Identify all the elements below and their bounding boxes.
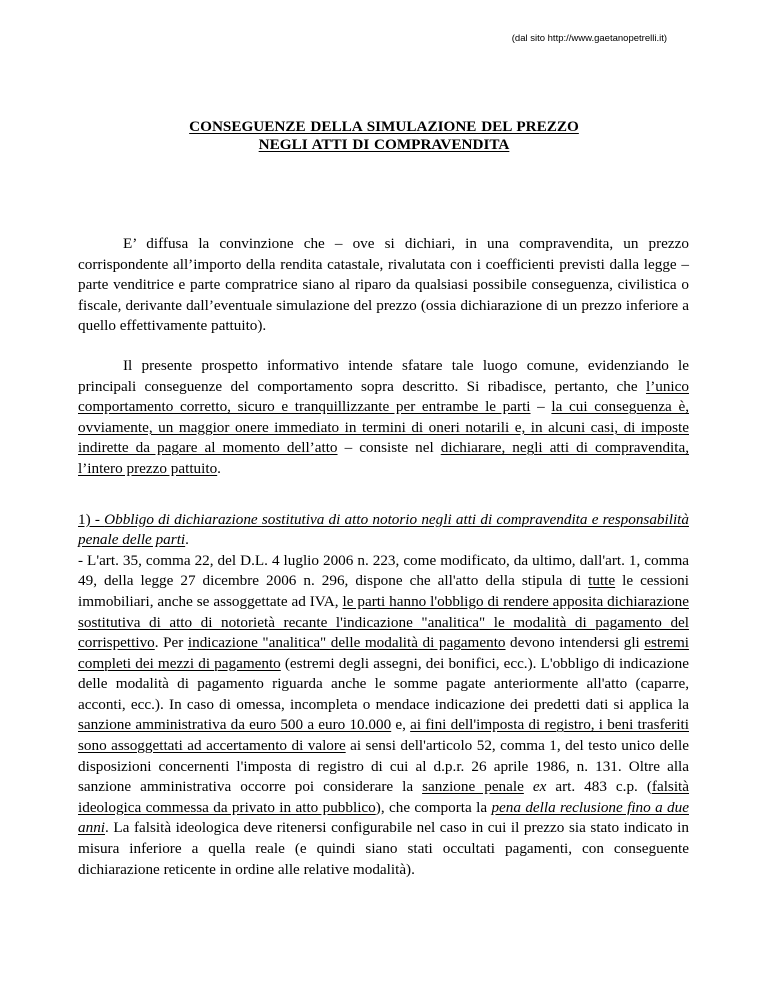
text-run: ai sensi dell'articolo 52, comma 1, del testo unico delle disposizioni concernenti l'imposta di registro di cui al d.p.r. 26 aprile 1986, n. 131. Oltre alla sanzione amministrativa occorre poi considerare la: [78, 737, 689, 796]
underlined-run: sanzione penale: [422, 778, 524, 796]
underlined-run: tutte: [588, 572, 616, 590]
underlined-run: indicazione "analitica" delle modalità di pagamento: [187, 634, 506, 652]
text-run: devono intendersi gli: [505, 634, 645, 652]
underlined-run: la cui conseguenza è, ovviamente, un maggior onere immediato in termini di oneri notarili e, in alcuni casi, di imposte indirette da pagare al momento dell’atto: [78, 398, 689, 457]
section-1-heading: [78, 510, 689, 551]
text-run: Il presente prospetto informativo intende sfatare tale luogo comune, evidenziando le principali conseguenze del comportamento sopra descritto. Si ribadisce, pertanto, che: [78, 356, 689, 395]
paragraph-intro: E’ diffusa la convinzione che – ove si dichiari, in una compravendita, un prezzo corrispondente all’importo della rendita catastale, rivalutata con i coefficienti previsti dalla legge – parte venditrice e parte compratrice siano al riparo da qualsiasi possibile conseguenza, civilistica o fiscale, derivante dall’eventuale simulazione del prezzo (ossia dichiarazione di un prezzo inferiore a quello effettivamente pattuito).: [78, 235, 689, 335]
title-line-2: NEGLI ATTI DI COMPRAVENDITA: [258, 136, 510, 153]
text-run: .: [185, 531, 189, 549]
text-run: . La falsità ideologica deve ritenersi configurabile nel caso in cui il prezzo sia stato indicato in misura inferiore a quella reale (e quindi siano stati occultati pagamenti, con conseguente dichiarazione reticente in ordine alle relative modalità).: [78, 819, 689, 878]
text-run: ), che comporta la: [375, 798, 492, 816]
underlined-run: le parti hanno l'obbligo di rendere apposita dichiarazione sostitutiva di atto di notorietà recante l'indicazione "analitica" le modalità di pagamento del corrispettivo: [78, 592, 689, 652]
text-run: . Per: [154, 634, 188, 652]
underlined-run: falsità ideologica commessa da privato in atto pubblico: [78, 778, 690, 816]
section-1-body: [78, 551, 689, 881]
underlined-run: sanzione amministrativa da euro 500 a euro 10.000: [78, 716, 392, 734]
text-run: –: [530, 398, 552, 416]
italic-underlined-run: pena della reclusione fino a due anni: [78, 798, 689, 837]
text-run: (estremi degli assegni, dei bonifici, ecc.). L'obbligo di indicazione delle modalità di pagamento riguarda anche le somme pagate anteriormente all'atto (caparre, acconti, ecc.). In caso di omessa, incompleta o mendace indicazione dei predetti dati si applica la: [78, 654, 689, 713]
text-run: art. 483 c.p. (: [546, 778, 652, 796]
title-line-1: CONSEGUENZE DELLA SIMULAZIONE DEL PREZZO: [189, 118, 579, 135]
section-number: 1) -: [78, 510, 105, 528]
underlined-run: dichiarare, negli atti di compravendita, l’intero prezzo pattuito: [78, 439, 690, 477]
underlined-run: estremi completi dei mezzi di pagamento: [78, 634, 689, 672]
document-title: [0, 118, 768, 154]
text-run: .: [217, 459, 221, 477]
text-run: – consiste nel: [337, 439, 441, 457]
text-run: e,: [391, 716, 411, 734]
underlined-run: ai fini dell'imposta di registro, i beni trasferiti sono assoggettati ad accertamento di valore: [78, 716, 689, 755]
italic-run: ex: [532, 778, 547, 796]
underlined-run: l’unico comportamento corretto, sicuro e tranquillizzante per entrambe le parti: [78, 377, 689, 416]
text-run: - L'art. 35, comma 22, del D.L. 4 luglio 2006 n. 223, come modificato, da ultimo, dall'art. 1, comma 49, della legge 27 dicembre 2006 n. 296, dispone che all'atto della stipula di: [78, 551, 689, 590]
source-note: (dal sito http://www.gaetanopetrelli.it): [511, 33, 667, 44]
text-run: [524, 778, 533, 795]
document-body: [78, 234, 689, 880]
section-heading-text: Obbligo di dichiarazione sostitutiva di atto notorio negli atti di compravendita e responsabilità penale delle parti: [78, 510, 689, 549]
paragraph-purpose: [78, 356, 689, 480]
text-run: le cessioni immobiliari, anche se assoggettate ad IVA,: [78, 572, 689, 610]
